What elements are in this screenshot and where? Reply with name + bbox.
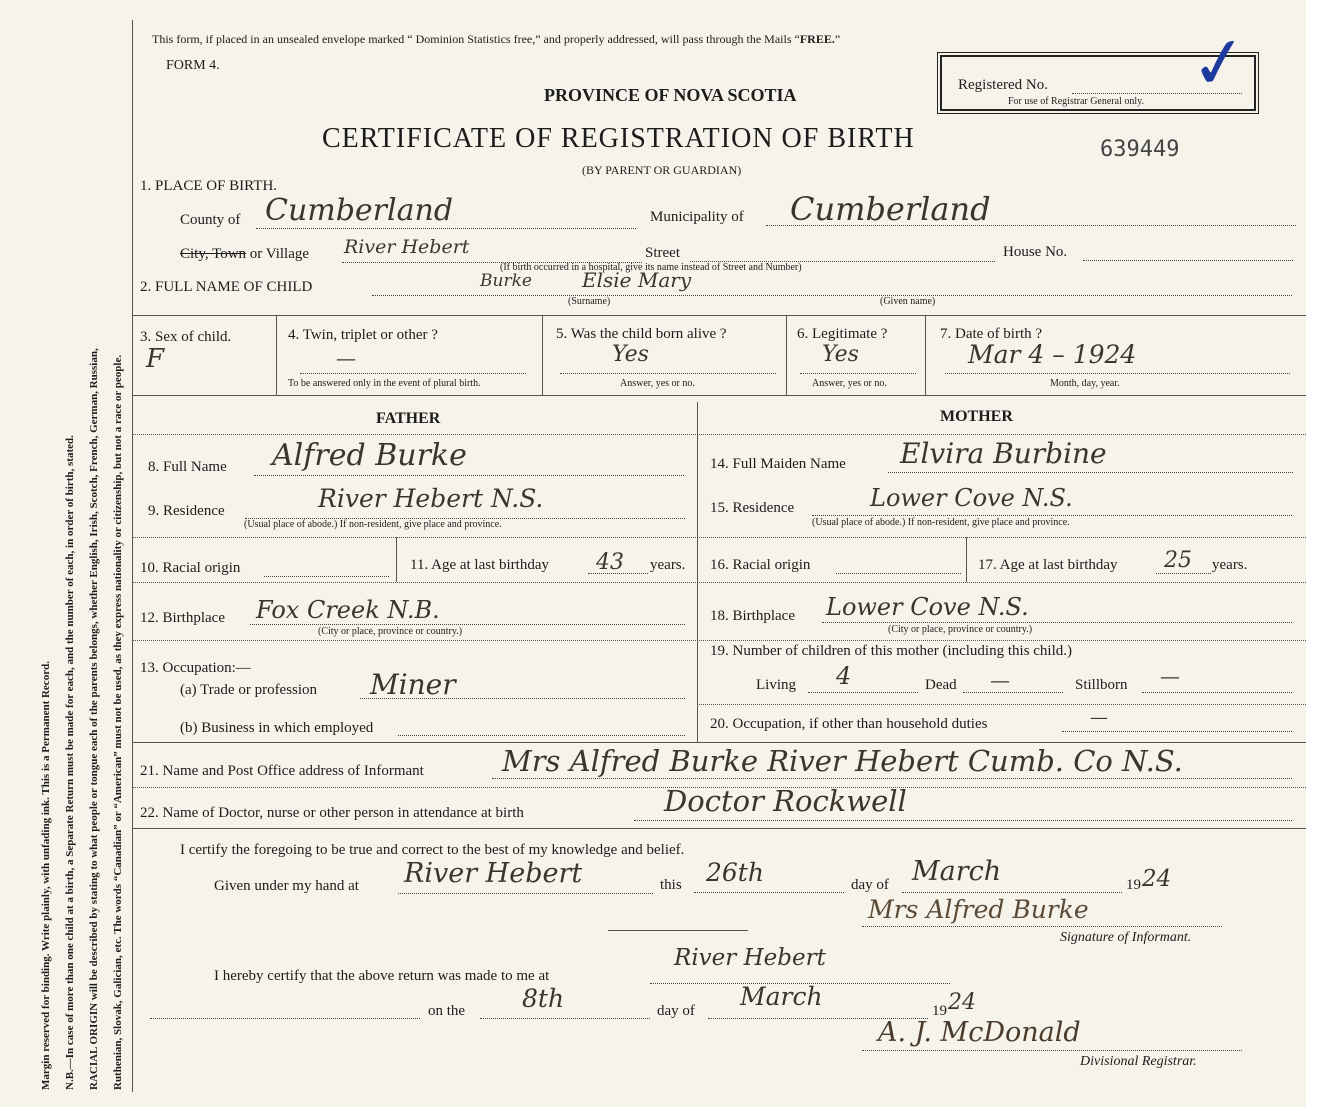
- father-occupation-label: 13. Occupation:—: [140, 660, 251, 676]
- child-given-name-value: Elsie Mary: [582, 268, 692, 292]
- registrar-place-value: River Hebert: [674, 945, 826, 971]
- registered-check-mark: ✓: [1184, 18, 1255, 108]
- born-alive-label: 5. Was the child born alive ?: [556, 326, 727, 342]
- margin-note-2: N.B.—In case of more than one child at a birth, a Separate Return must be made for each, and the number of each, in order of birth, stated.: [64, 435, 76, 1090]
- separator-short: [608, 930, 748, 931]
- mother-name-line: [888, 472, 1293, 473]
- informant-line: [492, 778, 1292, 779]
- father-residence-label: 9. Residence: [148, 503, 225, 519]
- father-residence-note-a: (Usual place of abode.): [244, 519, 338, 530]
- given-year-prefix: 19: [1126, 877, 1141, 893]
- father-racial-origin-line: [264, 576, 389, 577]
- mother-living-value: 4: [836, 662, 852, 690]
- mother-stillborn-value: —: [1160, 664, 1180, 688]
- mother-living-label: Living: [756, 677, 796, 693]
- surname-caption: (Surname): [568, 296, 611, 307]
- twin-line: [300, 373, 526, 374]
- father-trade-label: (a) Trade or profession: [180, 682, 318, 698]
- twin-label: 4. Twin, triplet or other ?: [288, 327, 438, 343]
- county-label: County of: [180, 212, 241, 228]
- form-number: FORM 4.: [166, 58, 220, 73]
- house-number-label: House No.: [1003, 244, 1068, 260]
- mother-residence-line: [812, 515, 1292, 516]
- father-residence-note: [244, 519, 502, 530]
- mother-birthplace-label: 18. Birthplace: [710, 608, 795, 624]
- informant-signature: Mrs Alfred Burke: [868, 895, 1089, 924]
- mother-dead-value: —: [990, 668, 1010, 692]
- divider-mother-children: [697, 704, 1306, 705]
- twin-note: To be answered only in the event of plural birth.: [288, 378, 481, 389]
- given-this-label: this: [660, 877, 682, 893]
- registrar-statement: I hereby certify that the above return was made to me at: [214, 968, 550, 984]
- given-dayof-label: day of: [851, 877, 889, 893]
- date-of-birth-value: Mar 4 – 1924: [968, 340, 1137, 369]
- hospital-note: (If birth occurred in a hospital, give its name instead of Street and Number): [500, 262, 802, 273]
- doctor-value: Doctor Rockwell: [664, 784, 907, 818]
- given-name-caption: (Given name): [880, 296, 936, 307]
- father-years-label: years.: [650, 557, 686, 573]
- divider-racial-bottom: [132, 582, 1306, 583]
- registrar-leader-line: [150, 1018, 420, 1019]
- born-alive-value: Yes: [612, 342, 649, 367]
- street-label: Street: [645, 245, 680, 261]
- registrar-signature: A. J. McDonald: [878, 1017, 1081, 1048]
- divider-col-6: [925, 315, 926, 395]
- mother-stillborn-label: Stillborn: [1075, 677, 1128, 693]
- registrar-day-value: 8th: [522, 984, 565, 1013]
- mother-years-label: years.: [1212, 557, 1248, 573]
- page-subtitle: (BY PARENT OR GUARDIAN): [582, 163, 742, 177]
- divider-parents-middle: [697, 402, 698, 742]
- given-year-value: 24: [1142, 866, 1172, 892]
- divider-parents-bottom: [132, 742, 1306, 743]
- given-place-value: River Hebert: [404, 858, 583, 889]
- twin-value: —: [336, 346, 356, 370]
- given-day-line: [694, 892, 844, 893]
- registrar-month-value: March: [740, 982, 823, 1011]
- city-label: [180, 246, 309, 263]
- registrar-signature-line: [862, 1050, 1242, 1051]
- divider-col-4: [542, 315, 543, 395]
- page-title: CERTIFICATE OF REGISTRATION OF BIRTH: [322, 123, 915, 154]
- mother-dead-label: Dead: [925, 677, 957, 693]
- mother-residence-note: [812, 517, 1070, 528]
- province-heading: PROVINCE OF NOVA SCOTIA: [544, 85, 797, 105]
- father-name-line: [254, 475, 684, 476]
- mother-age-line: [1156, 573, 1211, 574]
- mother-birthplace-value: Lower Cove N.S.: [826, 593, 1029, 621]
- registrar-year-prefix: 19: [932, 1003, 947, 1019]
- mother-residence-note-a: (Usual place of abode.): [812, 517, 906, 528]
- divider-parents-heading: [132, 434, 1306, 435]
- municipality-value: Cumberland: [790, 190, 991, 228]
- given-under-label: Given under my hand at: [214, 878, 359, 894]
- child-name-label: 2. FULL NAME OF CHILD: [140, 279, 313, 295]
- place-of-birth-heading: 1. PLACE OF BIRTH.: [140, 178, 278, 194]
- born-alive-note: Answer, yes or no.: [620, 378, 695, 389]
- child-surname-value: Burke: [480, 271, 532, 291]
- father-birthplace-label: 12. Birthplace: [140, 610, 225, 626]
- mother-racial-origin-line: [836, 573, 961, 574]
- father-business-line: [398, 735, 685, 736]
- city-value: River Hebert: [344, 236, 470, 258]
- given-month-value: March: [912, 856, 1002, 887]
- registrar-on-label: on the: [428, 1003, 466, 1019]
- mother-occupation-line: [1062, 731, 1292, 732]
- doctor-line: [634, 820, 1292, 821]
- mother-birthplace-note: (City or place, province or country.): [888, 624, 1033, 635]
- given-month-line: [902, 892, 1122, 893]
- father-birthplace-value: Fox Creek N.B.: [256, 596, 440, 624]
- postal-note: [152, 32, 840, 47]
- legitimate-line: [800, 373, 916, 374]
- mother-birthplace-line: [822, 622, 1292, 623]
- divider-parents-top: [132, 395, 1306, 396]
- mother-name-value: Elvira Burbine: [900, 437, 1107, 470]
- father-age-value: 43: [596, 550, 624, 575]
- margin-note-1: Margin reserved for binding. Write plainly, with unfading ink. This is a Permanent Record.: [40, 661, 52, 1090]
- serial-number: 639449: [1100, 137, 1180, 162]
- margin-note-3: RACIAL ORIGIN will be described by stating to what people or tongue each of the parents belongs, whether English, Irish, Scotch, French, German, Russian,: [88, 348, 100, 1090]
- county-value: Cumberland: [265, 193, 454, 228]
- informant-signature-line: [862, 926, 1222, 927]
- date-of-birth-note: Month, day, year.: [1050, 378, 1120, 389]
- postal-note-end: ”: [834, 32, 841, 46]
- date-of-birth-line: [945, 373, 1290, 374]
- registrar-year-value: 24: [948, 990, 976, 1015]
- mother-name-label: 14. Full Maiden Name: [710, 456, 846, 472]
- sex-label: 3. Sex of child.: [140, 329, 232, 345]
- divider-row-3: [132, 315, 1306, 316]
- father-birthplace-note: (City or place, province or country.): [318, 626, 463, 637]
- divider-mother-racial: [966, 537, 967, 582]
- born-alive-line: [560, 373, 776, 374]
- divider-racial-top: [132, 537, 1306, 538]
- mother-residence-note-b: If non-resident, give place and province.: [907, 517, 1070, 528]
- mother-children-label: 19. Number of children of this mother (including this child.): [710, 643, 1073, 659]
- mother-occupation-value: —: [1090, 707, 1108, 728]
- registered-number-note: For use of Registrar General only.: [1008, 96, 1144, 107]
- mother-residence-value: Lower Cove N.S.: [870, 484, 1073, 512]
- divider-birthplace-bottom: [132, 640, 1306, 641]
- child-name-line: [372, 295, 1292, 296]
- divider-doctor: [132, 828, 1306, 829]
- mother-stillborn-line: [1142, 692, 1292, 693]
- father-business-label: (b) Business in which employed: [180, 720, 374, 736]
- mother-racial-origin-label: 16. Racial origin: [710, 557, 811, 573]
- municipality-label: Municipality of: [650, 209, 744, 225]
- father-age-label: 11. Age at last birthday: [410, 557, 549, 573]
- given-day-value: 26th: [706, 858, 764, 887]
- certification-statement: I certify the foregoing to be true and correct to the best of my knowledge and belief.: [180, 842, 685, 858]
- registrar-day-line: [480, 1018, 650, 1019]
- father-residence-note-b: If non-resident, give place and province.: [339, 519, 502, 530]
- given-place-line: [398, 893, 653, 894]
- city-label-struck: City, Town: [180, 246, 247, 262]
- father-trade-value: Miner: [370, 668, 456, 701]
- margin-note-4: Ruthenian, Slovak, Galician, etc. The words “Canadian” or “American” must not be used, as they express nationality or citizenship, but not a race or people.: [112, 354, 124, 1090]
- date-of-birth-label: 7. Date of birth ?: [940, 326, 1043, 342]
- father-name-label: 8. Full Name: [148, 459, 227, 475]
- informant-value: Mrs Alfred Burke River Hebert Cumb. Co N.S.: [502, 744, 1183, 778]
- registrar-caption: Divisional Registrar.: [1080, 1054, 1197, 1069]
- father-racial-origin-label: 10. Racial origin: [140, 560, 241, 576]
- father-residence-value: River Hebert N.S.: [318, 484, 544, 513]
- mother-living-line: [808, 692, 918, 693]
- county-line: [256, 228, 636, 229]
- registrar-dayof-label: day of: [657, 1003, 695, 1019]
- informant-signature-caption: Signature of Informant.: [1060, 930, 1192, 945]
- city-label-rest: or Village: [249, 246, 310, 262]
- postal-note-free: FREE.: [799, 32, 835, 46]
- legitimate-value: Yes: [822, 342, 859, 367]
- mother-heading: MOTHER: [940, 408, 1013, 425]
- registered-number-label: Registered No.: [958, 77, 1048, 93]
- informant-label: 21. Name and Post Office address of Informant: [140, 763, 424, 779]
- doctor-label: 22. Name of Doctor, nurse or other person in attendance at birth: [140, 805, 524, 821]
- father-name-value: Alfred Burke: [272, 438, 467, 473]
- legitimate-label: 6. Legitimate ?: [797, 326, 888, 342]
- divider-father-racial: [396, 537, 397, 582]
- mother-dead-line: [963, 692, 1063, 693]
- divider-col-3: [276, 315, 277, 395]
- divider-col-5: [786, 315, 787, 395]
- mother-residence-label: 15. Residence: [710, 500, 795, 516]
- sex-value: F: [146, 344, 165, 374]
- mother-occupation-label: 20. Occupation, if other than household duties: [710, 716, 988, 732]
- page-edge: [1306, 0, 1320, 1107]
- father-birthplace-line: [250, 624, 685, 625]
- legitimate-note: Answer, yes or no.: [812, 378, 887, 389]
- mother-age-value: 25: [1164, 548, 1192, 573]
- mother-age-label: 17. Age at last birthday: [978, 557, 1118, 573]
- father-heading: FATHER: [376, 410, 441, 427]
- house-number-line: [1083, 260, 1293, 261]
- postal-note-text: This form, if placed in an unsealed envelope marked “ Dominion Statistics free,” and properly addressed, will pass through the Mails “: [152, 32, 800, 46]
